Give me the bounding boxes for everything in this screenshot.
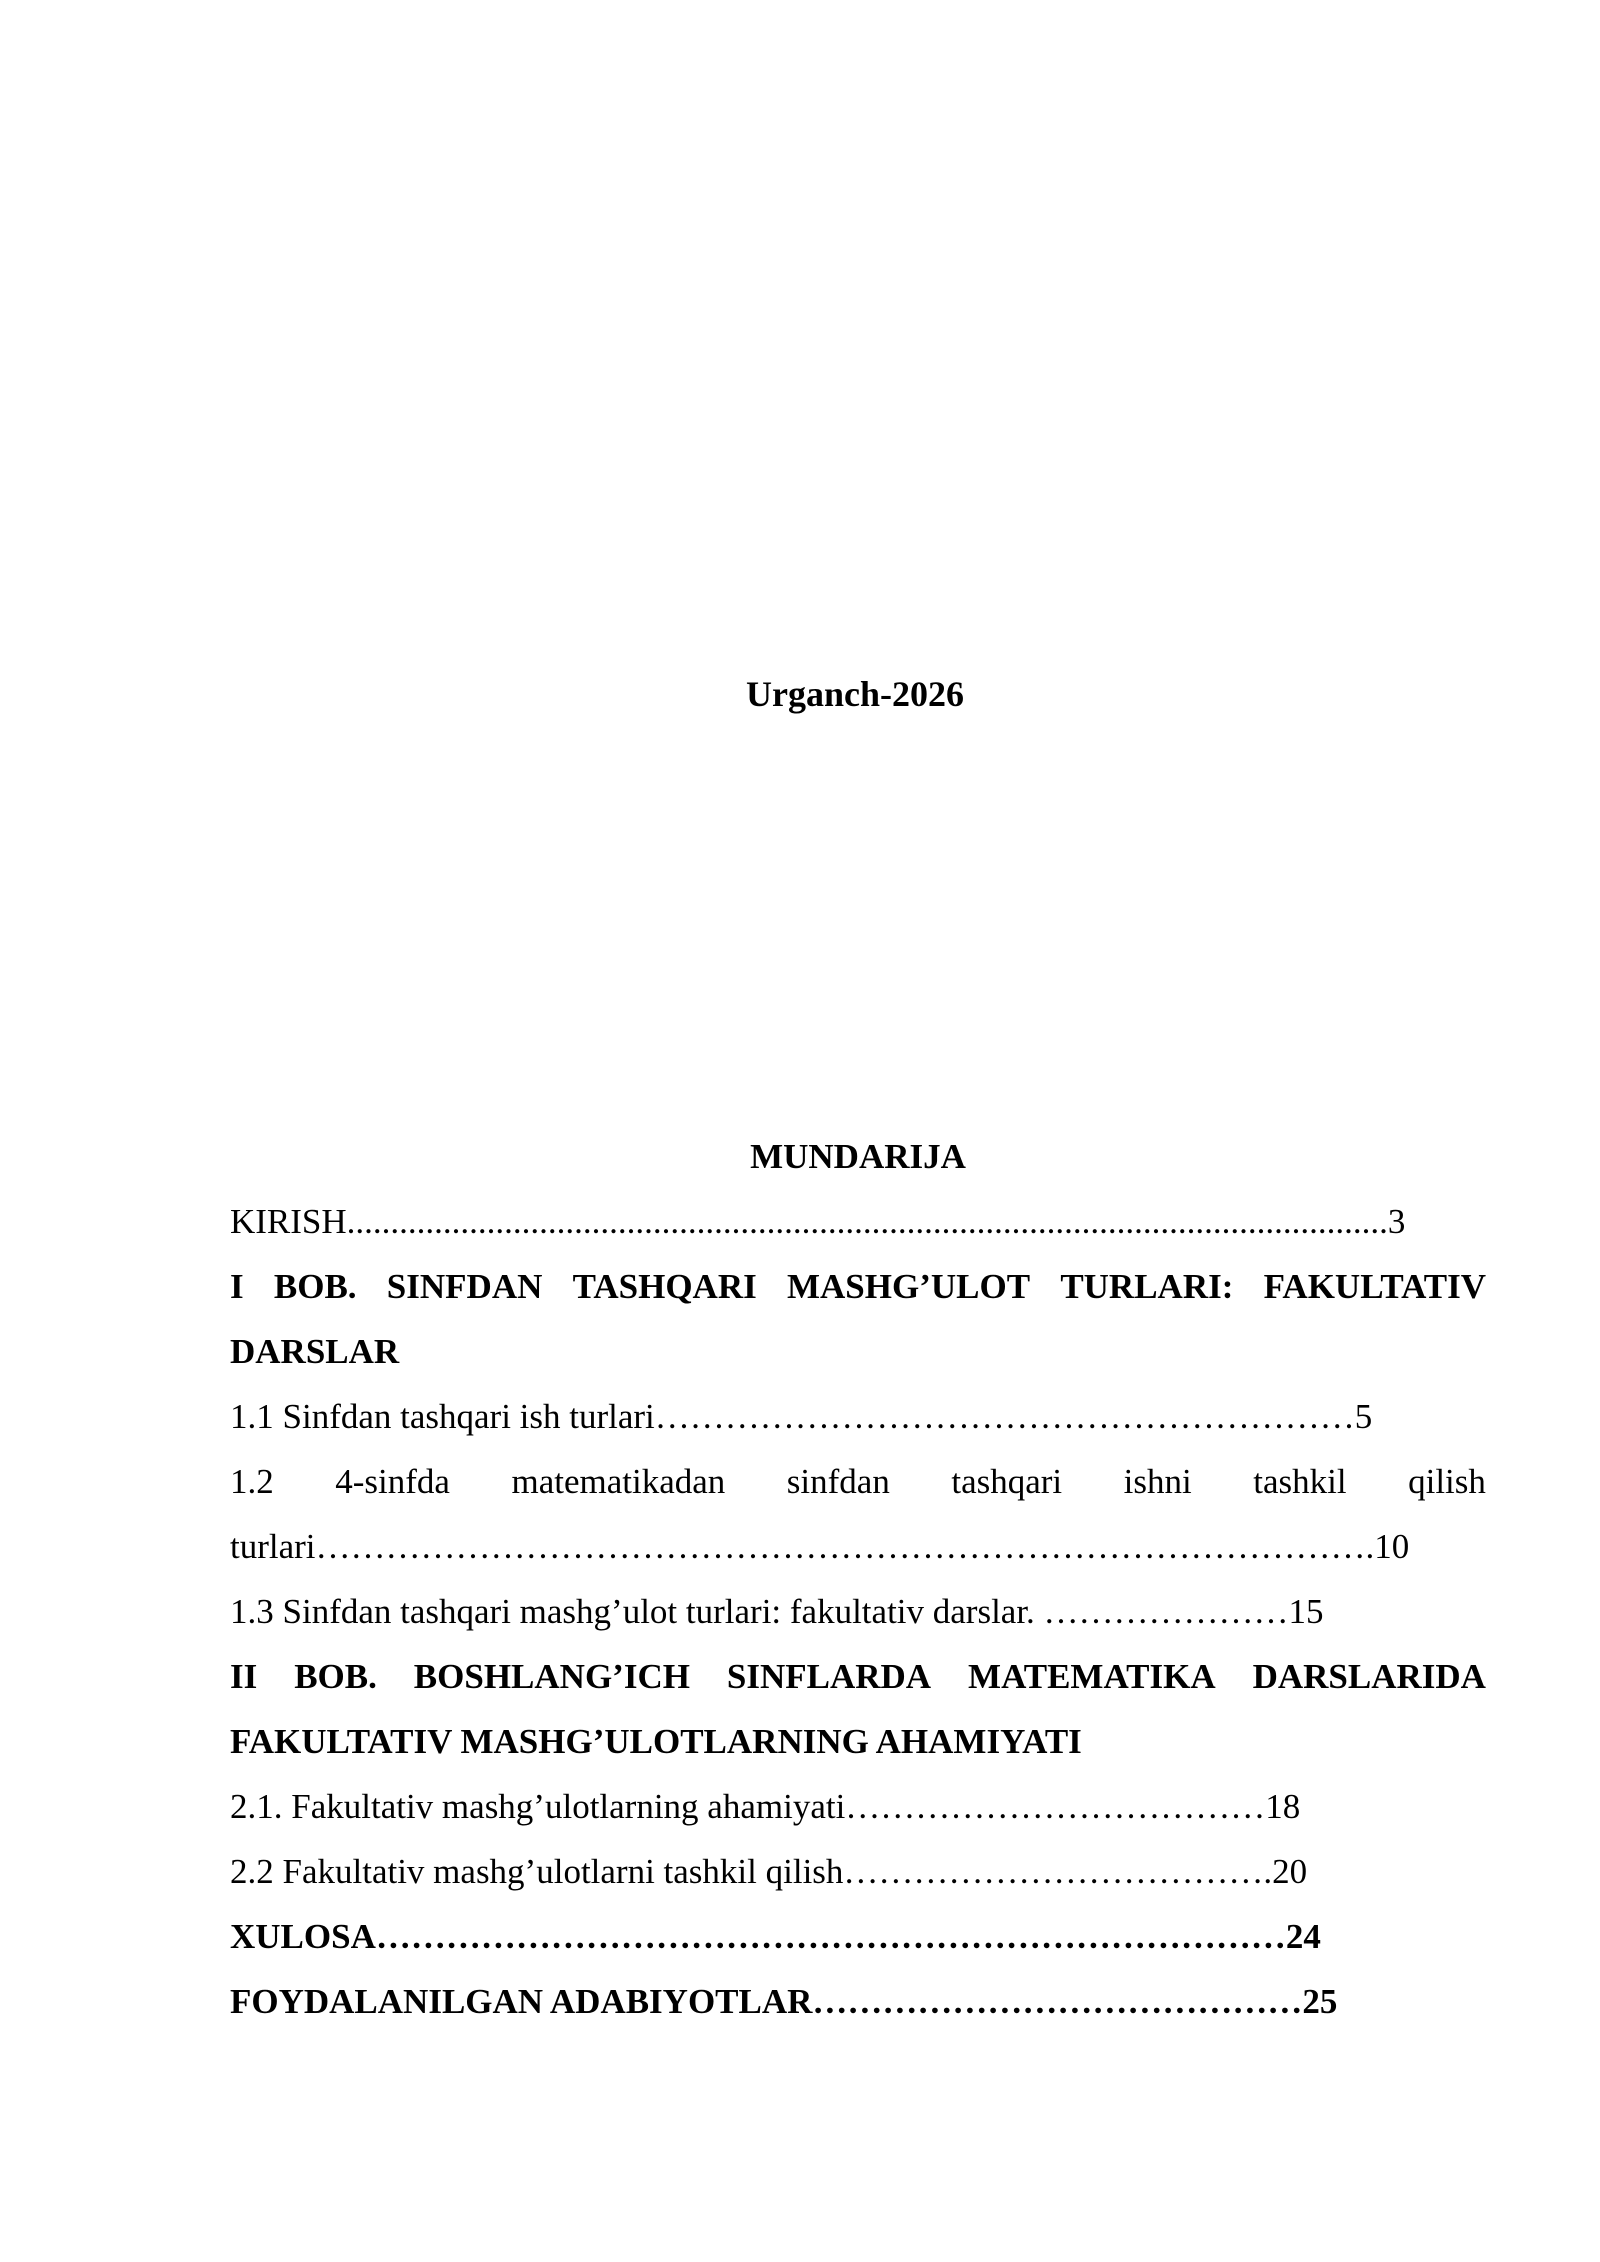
- toc-entry-xulosa: XULOSA……………………………………………………………………24: [230, 1917, 1321, 1956]
- toc-chapter-1-heading: [230, 1254, 1486, 1319]
- toc-chapter-2-heading: [230, 1644, 1486, 1709]
- toc-word: TURLARI:: [1060, 1267, 1234, 1306]
- toc-chapter-2-heading-cont: FAKULTATIV MASHG’ULOTLARNING AHAMIYATI: [230, 1722, 1082, 1761]
- toc-chapter-1-heading-cont: DARSLAR: [230, 1332, 400, 1371]
- toc-word: BOB.: [273, 1267, 357, 1306]
- toc-word: 4-sinfda: [335, 1462, 450, 1501]
- toc-entry-2-1: 2.1. Fakultativ mashg’ulotlarning ahamiyati………………………………18: [230, 1787, 1301, 1826]
- toc-word: ishni: [1123, 1462, 1192, 1501]
- toc-word: 1.2: [230, 1462, 274, 1501]
- toc-word: tashkil: [1253, 1462, 1347, 1501]
- toc-word: SINFLARDA: [726, 1657, 932, 1696]
- toc-word: FAKULTATIV: [1263, 1267, 1486, 1306]
- toc-word: tashqari: [951, 1462, 1063, 1501]
- toc-entry-2-2: 2.2 Fakultativ mashg’ulotlarni tashkil qilish……………………………….20: [230, 1852, 1308, 1891]
- toc-word: BOB.: [294, 1657, 377, 1696]
- toc-entry-1-3: 1.3 Sinfdan tashqari mashg’ulot turlari: fakultativ darslar. …………………15: [230, 1592, 1324, 1631]
- toc-entry-1-1: 1.1 Sinfdan tashqari ish turlari……………………………………………………5: [230, 1397, 1373, 1436]
- toc-word: sinfdan: [786, 1462, 890, 1501]
- place-date: Urganch-2026: [746, 674, 964, 714]
- toc-entry-adabiyotlar: FOYDALANILGAN ADABIYOTLAR……………………………………25: [230, 1982, 1338, 2021]
- toc-word: II: [230, 1657, 258, 1696]
- toc-word: TASHQARI: [572, 1267, 757, 1306]
- toc-word: MATEMATIKA: [968, 1657, 1216, 1696]
- toc-word: SINFDAN: [386, 1267, 543, 1306]
- toc-entry-kirish: KIRISH.......................................................................................................................3: [230, 1202, 1406, 1241]
- toc-word: BOSHLANG’ICH: [413, 1657, 690, 1696]
- toc-word: I: [230, 1267, 244, 1306]
- table-of-contents: [230, 1124, 1486, 2034]
- toc-word: matematikadan: [511, 1462, 726, 1501]
- toc-word: DARSLARIDA: [1252, 1657, 1486, 1696]
- toc-title: MUNDARIJA: [750, 1137, 966, 1176]
- toc-entry-1-2: [230, 1449, 1486, 1514]
- toc-word: MASHG’ULOT: [786, 1267, 1031, 1306]
- toc-entry-1-2-cont: turlari……………………………………………………………………………….10: [230, 1527, 1410, 1566]
- toc-word: qilish: [1408, 1462, 1486, 1501]
